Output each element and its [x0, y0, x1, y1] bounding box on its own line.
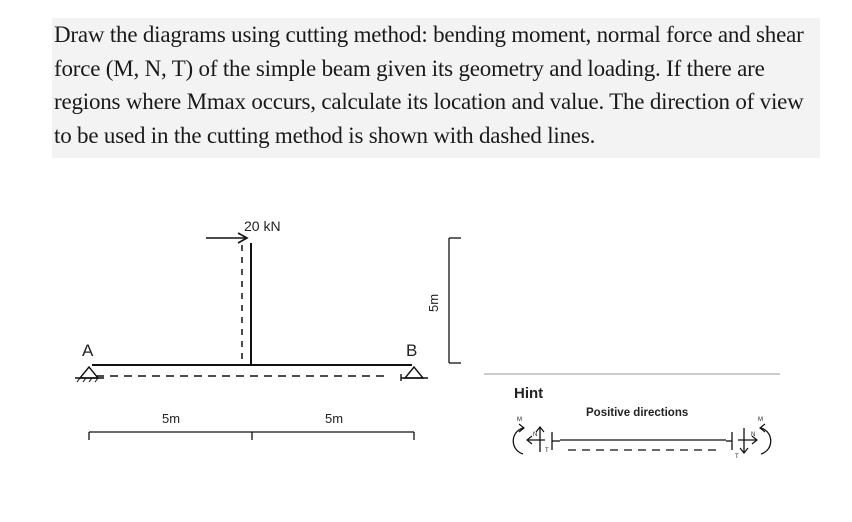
right-t-label: T — [735, 454, 739, 460]
span-left-label: 5m — [162, 411, 181, 426]
support-b-label: B — [406, 341, 418, 360]
left-positive-directions-icon — [513, 424, 560, 454]
left-m-label: M — [517, 417, 522, 423]
height-label: 5m — [426, 293, 441, 312]
right-m-label: M — [758, 417, 763, 423]
support-a-pin-icon — [75, 367, 104, 382]
right-positive-directions-icon — [726, 424, 771, 454]
problem-text: Draw the diagrams using cutting method: bending moment, normal force and shear force (M, N, T) of the simple beam given its geometry and loading. If there are regions where Mmax occurs, calculate its location and value. The direction of view to be used in the cutting method is shown with dashed lines. — [54, 22, 804, 148]
support-b-roller-icon — [401, 367, 428, 381]
span-right-label: 5m — [325, 411, 344, 426]
load-arrow-icon — [206, 233, 247, 243]
span-dimension — [89, 432, 414, 440]
hint-title: Hint — [514, 385, 544, 402]
left-t-label: T — [545, 448, 549, 454]
height-dimension — [449, 238, 461, 363]
load-label: 20 kN — [244, 218, 281, 234]
hint-subtitle: Positive directions — [586, 407, 689, 419]
support-a-label: A — [82, 341, 94, 360]
right-n-label: N — [751, 432, 756, 438]
left-n-label: N — [533, 432, 538, 438]
